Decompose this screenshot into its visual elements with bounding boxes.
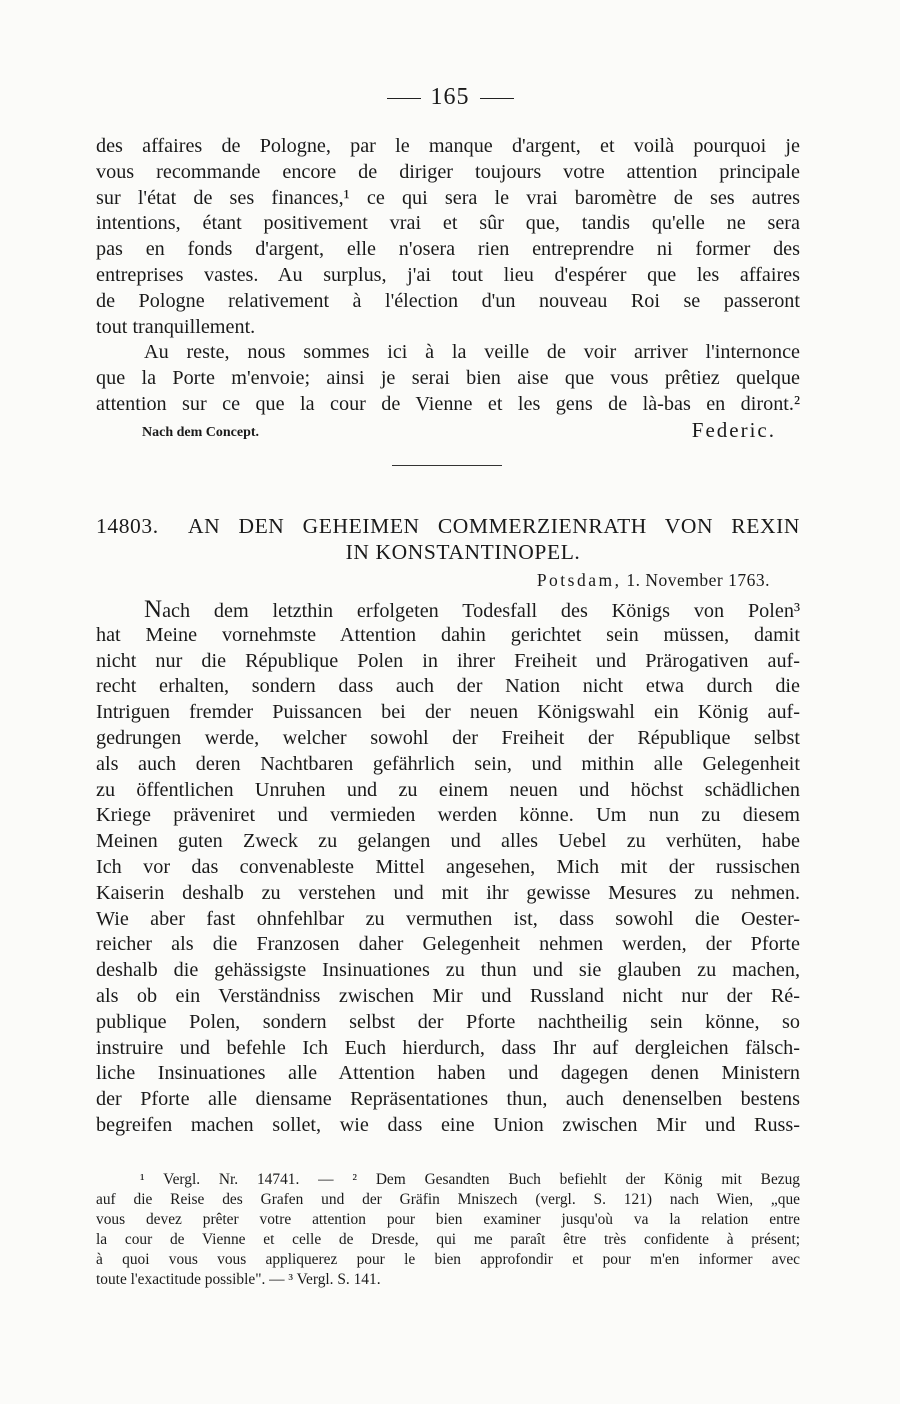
text-line: recht erhalten, sondern dass auch der Nation nicht etwa durch die [96, 675, 800, 698]
footnote-line: à quoi vous vous appliquerez pour le bien approfondir et pour m'en informer avec [96, 1251, 800, 1268]
document-body [96, 597, 800, 1139]
text-line: Au reste, nous sommes ici à la veille de voir arriver l'internonce [144, 341, 800, 364]
footnote-line: vous devez prêter votre attention pour bien examiner jusqu'où va la relation entre [96, 1211, 800, 1228]
text-line: hat Meine vornehmste Attention dahin gerichtet sein müssen, damit [96, 623, 800, 646]
footnote-line: auf die Reise des Grafen und der Gräfin Mniszech (vergl. S. 121) nach Wien, „que [96, 1191, 800, 1208]
text-line: instruire und befehle Ich Euch hierdurch, dass Ihr auf dergleichen fälsch- [96, 1036, 800, 1059]
section-divider [392, 465, 502, 466]
text-line: Intriguen fremder Puissancen bei der neuen Königswahl ein König auf- [96, 701, 800, 724]
footnote-line: ¹ Vergl. Nr. 14741. — ² Dem Gesandten Buch befiehlt der König mit Bezug [140, 1171, 800, 1188]
text-line: begreifen machen sollet, wie dass eine Union zwischen Mir und Russ- [96, 1113, 800, 1136]
dateline-date: 1. November 1763. [626, 570, 770, 590]
page-number-text: 165 [430, 84, 470, 110]
text-line: tout tranquillement. [96, 315, 256, 338]
signature-row [142, 418, 776, 446]
text-line: Kriege präveniret und vermieden werden könne. Um nun zu diesem [96, 804, 800, 827]
text-line: zu öffentlichen Unruhen und zu einem neuen und höchst schädlichen [96, 778, 800, 801]
text-line: gedrungen werde, welcher sowohl der Freiheit der République selbst [96, 726, 800, 749]
page-number-rule-left [387, 98, 421, 99]
text-line: Meinen guten Zweck zu gelangen und alles Uebel zu verhüten, habe [96, 830, 800, 853]
text-line: reicher als die Franzosen daher Gelegenheit nehmen werden, der Pforte [96, 933, 800, 956]
text-line: Wie aber fast ohnfehlbar zu vermuthen ist, dass sowohl die Oester- [96, 907, 800, 930]
text-line: Ich vor das convenableste Mittel angesehen, Mich mit der russischen [96, 855, 800, 878]
footnote-line: toute l'exactitude possible". — ³ Vergl. S. 141. [96, 1271, 381, 1288]
heading-line-1: AN DEN GEHEIMEN COMMERZIENRATH VON REXIN [188, 514, 800, 538]
signature: Federic. [691, 418, 776, 442]
text-line: attention sur ce que la cour de Vienne et les gens de là-bas en diront.² [96, 392, 800, 415]
footnotes [96, 1170, 800, 1290]
footnote-line: la cour de Vienne et celle de Dresde, qui me paraît être très confidente à présent; [96, 1231, 800, 1248]
text-line: de Pologne relativement à l'élection d'un nouveau Roi se passeront [96, 289, 800, 312]
text-line: ach dem letzthin erfolgeten Todesfall des Königs von Polen³ [162, 600, 800, 622]
initial-letter: N [144, 597, 163, 623]
text-line: liche Insinuationes alle Attention haben und dagegen denen Ministern [96, 1062, 800, 1085]
text-line: als ob ein Verständniss zwischen Mir und Russland nicht nur der Ré- [96, 984, 800, 1007]
text-line: pas en fonds d'argent, elle n'osera rien entreprendre ni former des [96, 238, 800, 261]
page-number [0, 84, 900, 111]
text-line: que la Porte m'envoie; ainsi je serai bien aise que vous prêtiez quelque [96, 367, 800, 390]
text-line: Kaiserin deshalb zu verstehen und mit ihr gewisse Mesures zu nehmen. [96, 881, 800, 904]
page-number-rule-right [480, 98, 514, 99]
text-line: intentions, étant positivement vrai et sûr que, tandis qu'elle ne sera [96, 212, 800, 235]
text-line-first [96, 597, 800, 623]
text-line: der Pforte alle diensame Repräsentationes thun, auch denenselben bestens [96, 1088, 800, 1111]
heading-line-2: IN KONSTANTINOPEL. [345, 540, 581, 564]
text-line: nicht nur die République Polen in ihrer Freiheit und Prärogativen auf- [96, 649, 800, 672]
dateline-place: Potsdam, [536, 570, 622, 590]
letter-end-body [96, 134, 800, 418]
source-note: Nach dem Concept. [142, 425, 260, 440]
text-line: des affaires de Pologne, par le manque d'argent, et voilà pourquoi je [96, 135, 800, 157]
text-line: vous recommande encore de diriger toujours votre attention principale [96, 160, 800, 183]
text-line: publique Polen, sondern selbst der Pforte nachtheilig sein könne, so [96, 1010, 800, 1033]
text-line: sur l'état de ses finances,¹ ce qui sera le vrai baromètre de ses autres [96, 186, 800, 209]
document-number: 14803. [96, 514, 159, 538]
text-line: als auch deren Nachtbaren gefährlich sein, und mithin alle Gelegenheit [96, 752, 800, 775]
text-line: entreprises vastes. Au surplus, j'ai tout lieu d'espérer que les affaires [96, 263, 800, 286]
text-line: deshalb die gehässigste Insinuationes zu thun und sie glauben zu machen, [96, 959, 800, 982]
dateline [537, 570, 770, 591]
